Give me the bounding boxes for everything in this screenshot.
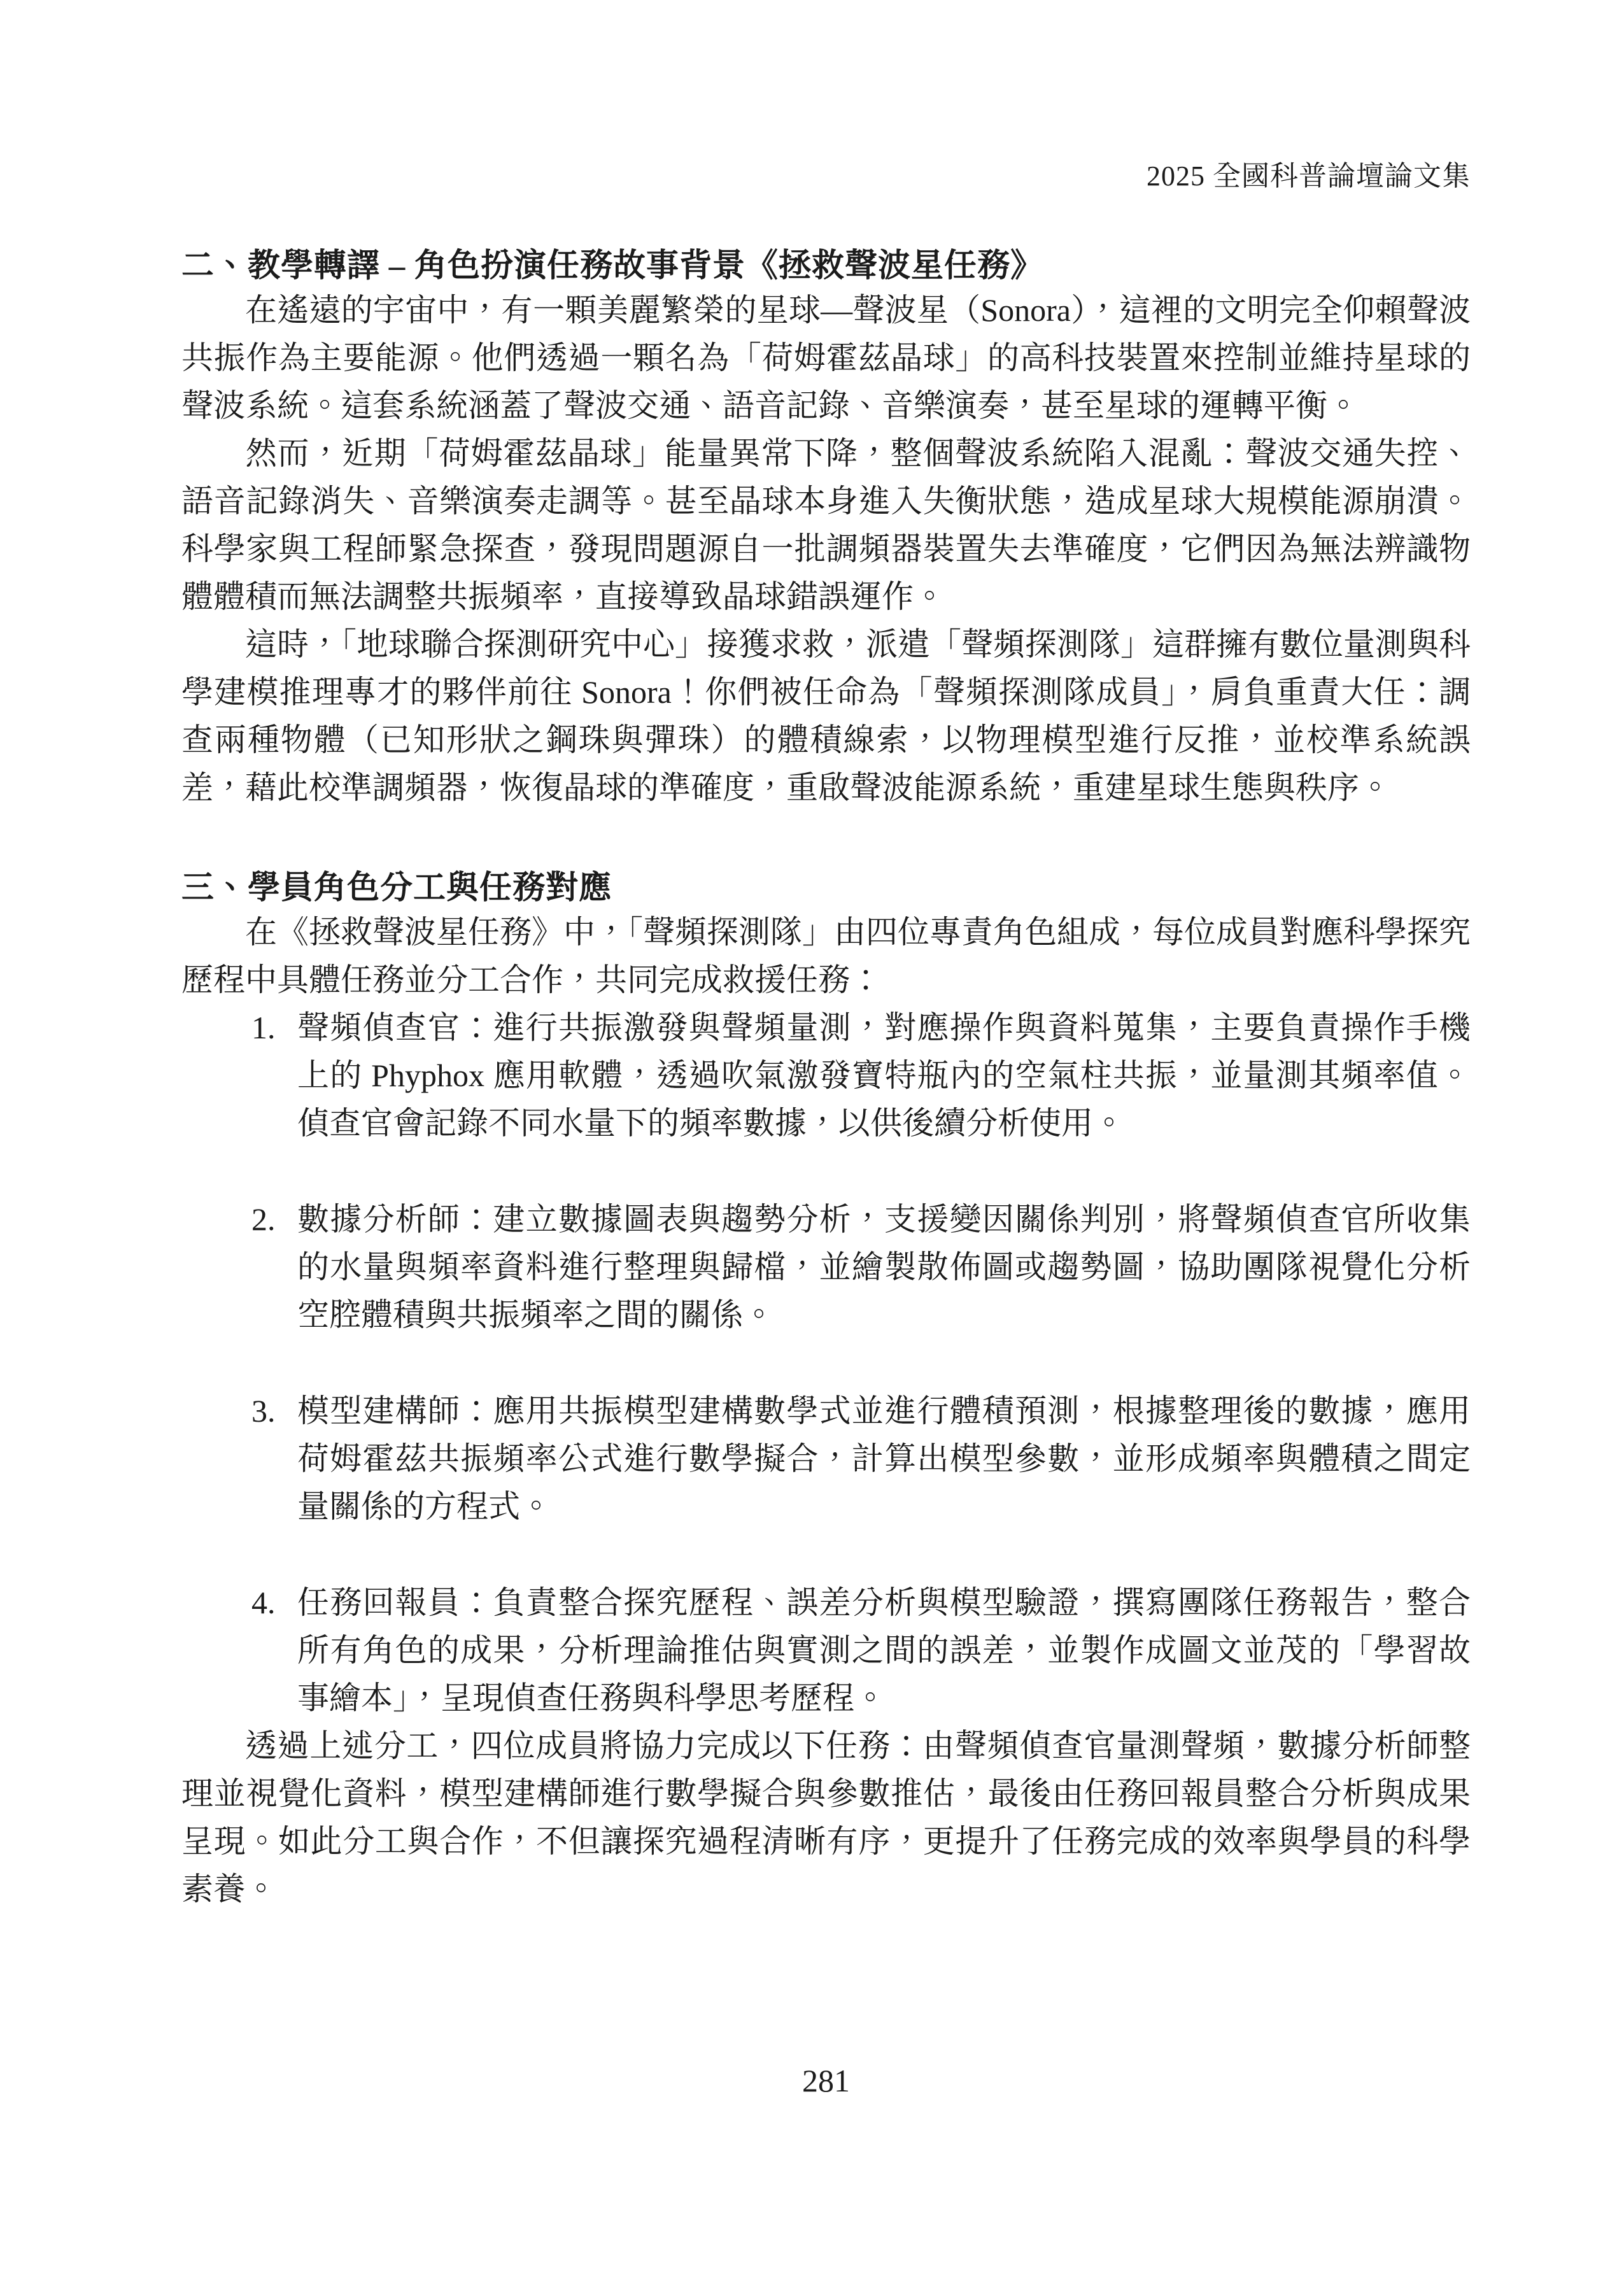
list-item-text: 聲頻偵查官：進行共振激發與聲頻量測，對應操作與資料蒐集，主要負責操作手機上的 Phyphox 應用軟體，透過吹氣激發寶特瓶內的空氣柱共振，並量測其頻率值。偵查官會記錄不同水量下的頻率數據，以供後續分析使用。 — [297, 1010, 1471, 1141]
list-item-role-1 — [181, 1004, 1471, 1147]
section-3-intro-paragraph: 在《拯救聲波星任務》中，「聲頻探測隊」由四位專責角色組成，每位成員對應科學探究歷程中具體任務並分工合作，共同完成救援任務： — [181, 914, 1471, 998]
proceedings-header: 2025 全國科普論壇論文集 — [1147, 160, 1471, 192]
section-2-paragraph-2: 然而，近期「荷姆霍茲晶球」能量異常下降，整個聲波系統陷入混亂：聲波交通失控、語音記錄消失、音樂演奏走調等。甚至晶球本身進入失衡狀態，造成星球大規模能源崩潰。科學家與工程師緊急探查，發現問題源自一批調頻器裝置失去準確度，它們因為無法辨識物體體積而無法調整共振頻率，直接導致晶球錯誤運作。 — [181, 435, 1471, 614]
list-item-role-4 — [181, 1579, 1471, 1722]
list-item-number: 3. — [251, 1393, 276, 1429]
list-item-role-2 — [181, 1196, 1471, 1339]
list-item-number: 1. — [251, 1010, 276, 1045]
roles-list — [181, 1004, 1471, 1722]
section-2-paragraph-3: 這時，「地球聯合探測研究中心」接獲求救，派遣「聲頻探測隊」這群擁有數位量測與科學建模推理專才的夥伴前往 Sonora！你們被任命為「聲頻探測隊成員」，肩負重責大任：調查兩種物體（已知形狀之鋼珠與彈珠）的體積線索，以物理模型進行反推，並校準系統誤差，藉此校準調頻器，恢復晶球的準確度，重啟聲波能源系統，重建星球生態與秩序。 — [181, 626, 1471, 805]
list-item-number: 4. — [251, 1585, 276, 1620]
page-content — [181, 0, 1471, 1913]
section-3-heading: 三、學員角色分工與任務對應 — [181, 870, 612, 906]
list-item-text: 模型建構師：應用共振模型建構數學式並進行體積預測，根據整理後的數據，應用荷姆霍茲共振頻率公式進行數學擬合，計算出模型參數，並形成頻率與體積之間定量關係的方程式。 — [297, 1393, 1471, 1524]
section-3-closing-paragraph: 透過上述分工，四位成員將協力完成以下任務：由聲頻偵查官量測聲頻，數據分析師整理並視覺化資料，模型建構師進行數學擬合與參數推估，最後由任務回報員整合分析與成果呈現。如此分工與合作，不但讓探究過程清晰有序，更提升了任務完成的效率與學員的科學素養。 — [181, 1728, 1471, 1907]
list-item-text: 任務回報員：負責整合探究歷程、誤差分析與模型驗證，撰寫團隊任務報告，整合所有角色的成果，分析理論推估與實測之間的誤差，並製作成圖文並茂的「學習故事繪本」，呈現偵查任務與科學思考歷程。 — [297, 1585, 1471, 1716]
section-2-paragraph-1: 在遙遠的宇宙中，有一顆美麗繁榮的星球—聲波星（Sonora），這裡的文明完全仰賴聲波共振作為主要能源。他們透過一顆名為「荷姆霍茲晶球」的高科技裝置來控制並維持星球的聲波系統。這套系統涵蓋了聲波交通、語音記錄、音樂演奏，甚至星球的運轉平衡。 — [181, 292, 1471, 423]
section-2-heading: 二、教學轉譯 – 角色扮演任務故事背景《拯救聲波星任務》 — [181, 248, 1044, 284]
page-number: 281 — [802, 2063, 850, 2098]
list-item-number: 2. — [251, 1201, 276, 1237]
list-item-text: 數據分析師：建立數據圖表與趨勢分析，支援變因關係判別，將聲頻偵查官所收集的水量與頻率資料進行整理與歸檔，並繪製散佈圖或趨勢圖，協助團隊視覺化分析空腔體積與共振頻率之間的關係。 — [297, 1201, 1471, 1333]
list-item-role-3 — [181, 1387, 1471, 1531]
